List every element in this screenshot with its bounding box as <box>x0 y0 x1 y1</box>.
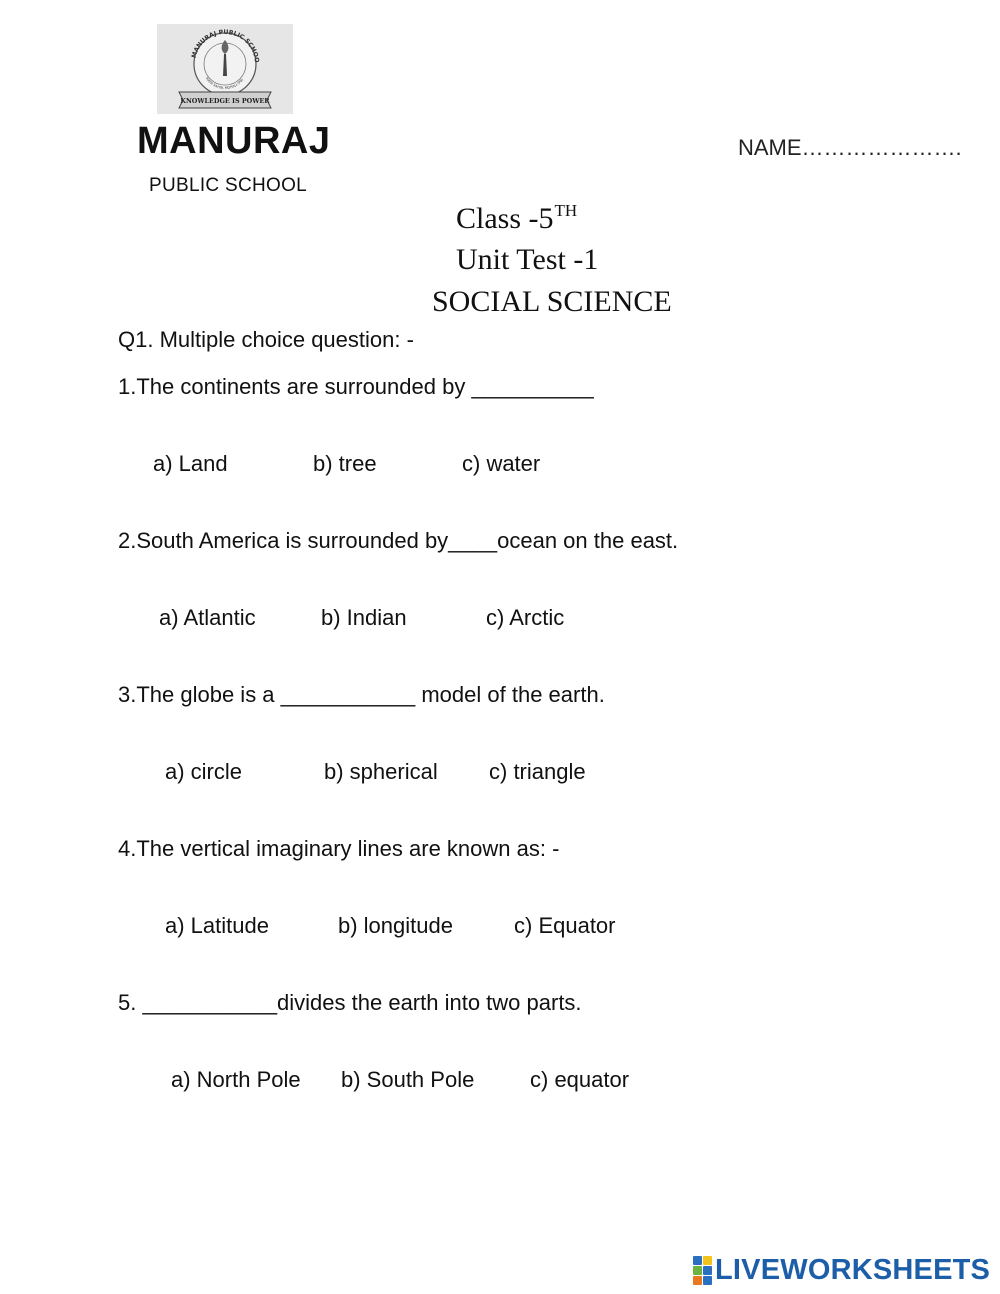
unit-test-heading: Unit Test -1 <box>456 243 599 276</box>
q4-option-b[interactable]: b) longitude <box>338 913 453 938</box>
liveworksheets-brand-text: LIVEWORKSHEETS <box>715 1254 991 1286</box>
q3-option-c[interactable]: c) triangle <box>489 759 586 784</box>
liveworksheets-logo-icon <box>693 1256 712 1285</box>
q2-option-c[interactable]: c) Arctic <box>486 605 565 630</box>
school-logo <box>157 24 293 114</box>
q4-option-c[interactable]: c) Equator <box>514 913 616 938</box>
q2-option-b[interactable]: b) Indian <box>321 605 407 630</box>
school-emblem-icon <box>157 24 293 114</box>
q1-option-a[interactable]: a) Land <box>153 451 228 476</box>
logo-ring-text: MANURAJ PUBLIC SCHOO <box>190 28 261 64</box>
q1-option-b[interactable]: b) tree <box>313 451 377 476</box>
q1-option-c[interactable]: c) water <box>462 451 541 476</box>
question-5: 5. ___________divides the earth into two parts. <box>118 990 582 1015</box>
school-name: MANURAJ <box>137 120 331 162</box>
subject-heading: SOCIAL SCIENCE <box>432 285 672 318</box>
question-3: 3.The globe is a ___________ model of the earth. <box>118 682 605 707</box>
q5-option-b[interactable]: b) South Pole <box>341 1067 475 1092</box>
class-text: Class -5 <box>456 202 554 235</box>
class-superscript: TH <box>554 201 578 220</box>
q5-option-a[interactable]: a) North Pole <box>171 1067 301 1092</box>
question-4: 4.The vertical imaginary lines are known as: - <box>118 836 560 861</box>
question-1: 1.The continents are surrounded by __________ <box>118 374 594 399</box>
logo-motto: KNOWLEDGE IS POWER <box>180 97 270 105</box>
liveworksheets-brand[interactable] <box>693 1254 990 1287</box>
logo-ring-subtext: MATA SAHIB, MOHALI (PB) <box>204 76 245 91</box>
q4-option-a[interactable]: a) Latitude <box>165 913 269 938</box>
q2-option-a[interactable]: a) Atlantic <box>159 605 256 630</box>
school-subtitle: PUBLIC SCHOOL <box>149 175 308 196</box>
student-name-field[interactable]: NAME…………………. <box>738 135 962 160</box>
class-heading <box>456 201 577 236</box>
q5-option-c[interactable]: c) equator <box>530 1067 630 1092</box>
q3-option-b[interactable]: b) spherical <box>324 759 438 784</box>
question-2: 2.South America is surrounded by____ocean on the east. <box>118 528 679 553</box>
section-heading: Q1. Multiple choice question: - <box>118 327 414 352</box>
q3-option-a[interactable]: a) circle <box>165 759 243 784</box>
